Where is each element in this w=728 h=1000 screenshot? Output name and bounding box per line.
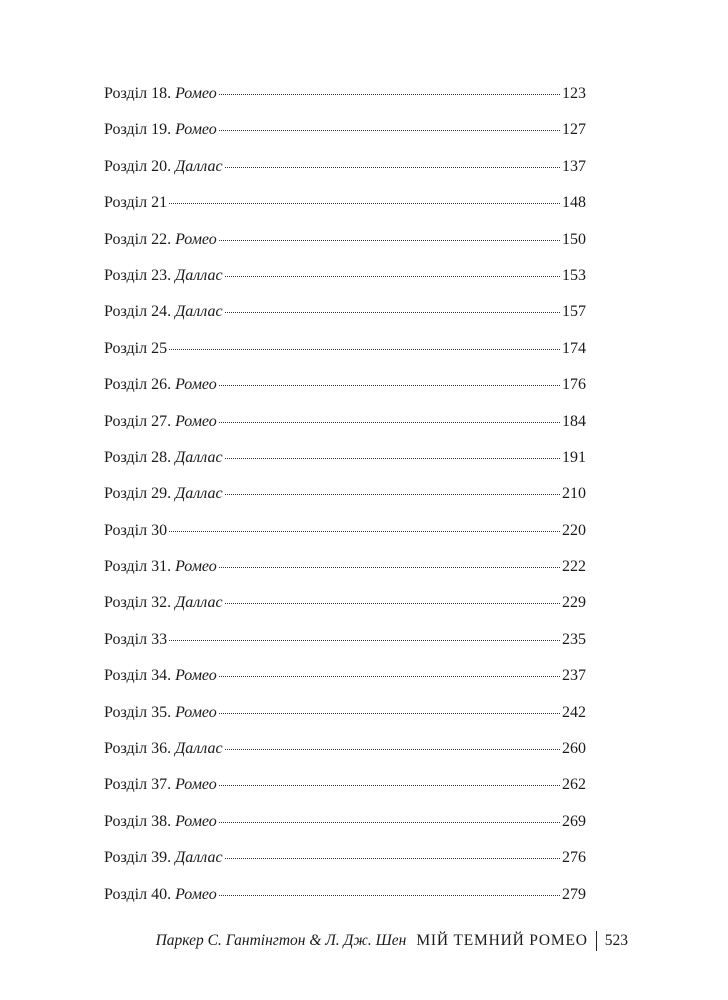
chapter-page-number: 262	[562, 776, 586, 794]
chapter-label	[104, 258, 223, 294]
chapter-page-number: 184	[562, 412, 586, 430]
chapter-label	[104, 513, 167, 549]
chapter-page-number: 148	[562, 194, 586, 212]
toc-entry	[104, 440, 586, 476]
chapter-narrator: Даллас	[175, 594, 223, 612]
chapter-page-number: 123	[562, 85, 586, 102]
dot-leader	[169, 640, 560, 641]
chapter-number: Розділ 27.	[104, 412, 172, 430]
chapter-label	[104, 331, 167, 367]
chapter-label	[104, 731, 223, 767]
chapter-label	[104, 804, 217, 840]
toc-entry	[104, 513, 586, 549]
dot-leader	[219, 895, 560, 896]
chapter-number: Розділ 33	[104, 630, 168, 648]
toc-entry	[104, 404, 586, 440]
footer-separator	[596, 931, 597, 951]
chapter-number: Розділ 28.	[104, 448, 172, 466]
chapter-narrator: Даллас	[175, 849, 223, 867]
chapter-page-number: 220	[562, 521, 586, 539]
dot-leader	[225, 167, 560, 168]
chapter-number: Розділ 39.	[104, 849, 172, 867]
page-footer	[156, 930, 628, 952]
toc-entry	[104, 549, 586, 585]
chapter-page-number: 210	[562, 485, 586, 503]
footer-book-title: МІЙ ТЕМНИЙ РОМЕО	[416, 932, 588, 949]
toc-entry	[104, 476, 586, 512]
chapter-page-number: 222	[562, 558, 586, 576]
chapter-number: Розділ 35.	[104, 703, 172, 721]
dot-leader	[225, 494, 560, 495]
chapter-number: Розділ 24.	[104, 303, 172, 321]
toc-entry	[104, 695, 586, 731]
dot-leader	[219, 240, 560, 241]
chapter-page-number: 174	[562, 339, 586, 357]
chapter-label	[104, 76, 217, 112]
chapter-number: Розділ 30	[104, 521, 168, 539]
toc-entry	[104, 258, 586, 294]
chapter-label	[104, 294, 223, 330]
chapter-narrator: Даллас	[175, 303, 223, 321]
chapter-label	[104, 222, 217, 258]
toc-entry	[104, 731, 586, 767]
dot-leader	[219, 422, 560, 423]
chapter-number: Розділ 18.	[104, 85, 172, 102]
chapter-number: Розділ 20.	[104, 157, 172, 175]
chapter-number: Розділ 19.	[104, 121, 172, 139]
toc-entry	[104, 294, 586, 330]
chapter-page-number: 150	[562, 230, 586, 248]
table-of-contents	[104, 76, 586, 913]
dot-leader	[219, 785, 560, 786]
chapter-number: Розділ 40.	[104, 885, 172, 903]
toc-entry	[104, 149, 586, 185]
chapter-narrator: Ромео	[175, 376, 217, 394]
chapter-number: Розділ 22.	[104, 230, 172, 248]
chapter-narrator: Даллас	[175, 266, 223, 284]
chapter-label	[104, 877, 217, 913]
toc-entry	[104, 367, 586, 403]
chapter-number: Розділ 26.	[104, 376, 172, 394]
chapter-label	[104, 658, 217, 694]
chapter-narrator: Ромео	[175, 667, 217, 685]
chapter-narrator: Ромео	[175, 121, 217, 139]
chapter-label	[104, 185, 167, 221]
chapter-narrator: Даллас	[175, 740, 223, 758]
chapter-page-number: 157	[562, 303, 586, 321]
chapter-page-number: 235	[562, 630, 586, 648]
toc-entry	[104, 112, 586, 148]
chapter-label	[104, 367, 217, 403]
chapter-label	[104, 549, 217, 585]
chapter-page-number: 279	[562, 885, 586, 903]
toc-entry	[104, 658, 586, 694]
chapter-label	[104, 840, 223, 876]
dot-leader	[225, 603, 560, 604]
chapter-number: Розділ 34.	[104, 667, 172, 685]
dot-leader	[169, 349, 560, 350]
toc-entry	[104, 840, 586, 876]
chapter-page-number: 260	[562, 740, 586, 758]
chapter-page-number: 242	[562, 703, 586, 721]
footer-authors: Паркер С. Гантінгтон & Л. Дж. Шен	[155, 932, 407, 949]
chapter-narrator: Даллас	[175, 448, 223, 466]
chapter-number: Розділ 38.	[104, 812, 172, 830]
dot-leader	[219, 385, 560, 386]
toc-entry	[104, 331, 586, 367]
chapter-label	[104, 112, 217, 148]
chapter-page-number: 237	[562, 667, 586, 685]
toc-entry	[104, 76, 586, 112]
chapter-page-number: 191	[562, 448, 586, 466]
dot-leader	[169, 203, 560, 204]
dot-leader	[225, 458, 560, 459]
chapter-page-number: 276	[562, 849, 586, 867]
page-number: 523	[604, 932, 628, 949]
chapter-page-number: 176	[562, 376, 586, 394]
chapter-label	[104, 695, 217, 731]
dot-leader	[219, 567, 560, 568]
chapter-label	[104, 440, 223, 476]
dot-leader	[225, 276, 560, 277]
chapter-label	[104, 149, 223, 185]
toc-entry	[104, 767, 586, 803]
chapter-label	[104, 622, 167, 658]
dot-leader	[225, 858, 560, 859]
toc-entry	[104, 877, 586, 913]
chapter-page-number: 153	[562, 266, 586, 284]
chapter-number: Розділ 25	[104, 339, 168, 357]
toc-entry	[104, 622, 586, 658]
chapter-page-number: 137	[562, 157, 586, 175]
chapter-narrator: Даллас	[175, 157, 223, 175]
chapter-page-number: 269	[562, 812, 586, 830]
dot-leader	[219, 822, 560, 823]
chapter-number: Розділ 32.	[104, 594, 172, 612]
chapter-number: Розділ 23.	[104, 266, 172, 284]
toc-entry	[104, 804, 586, 840]
chapter-label	[104, 767, 217, 803]
chapter-number: Розділ 36.	[104, 740, 172, 758]
dot-leader	[225, 749, 560, 750]
dot-leader	[219, 676, 560, 677]
chapter-page-number: 229	[562, 594, 586, 612]
dot-leader	[225, 312, 560, 313]
chapter-narrator: Ромео	[175, 558, 217, 576]
chapter-narrator: Ромео	[175, 812, 217, 830]
chapter-narrator: Ромео	[175, 776, 217, 794]
dot-leader	[219, 94, 560, 95]
dot-leader	[219, 130, 560, 131]
chapter-number: Розділ 29.	[104, 485, 172, 503]
chapter-narrator: Даллас	[175, 485, 223, 503]
chapter-page-number: 127	[562, 121, 586, 139]
toc-entry	[104, 585, 586, 621]
chapter-label	[104, 404, 217, 440]
chapter-narrator: Ромео	[175, 885, 217, 903]
chapter-narrator: Ромео	[175, 412, 217, 430]
chapter-label	[104, 585, 223, 621]
chapter-label	[104, 476, 223, 512]
toc-entry	[104, 185, 586, 221]
chapter-number: Розділ 37.	[104, 776, 172, 794]
chapter-number: Розділ 31.	[104, 558, 172, 576]
chapter-narrator: Ромео	[175, 703, 217, 721]
dot-leader	[219, 713, 560, 714]
dot-leader	[169, 531, 560, 532]
toc-entry	[104, 222, 586, 258]
chapter-number: Розділ 21	[104, 194, 168, 212]
chapter-narrator: Ромео	[175, 85, 217, 102]
chapter-narrator: Ромео	[175, 230, 217, 248]
